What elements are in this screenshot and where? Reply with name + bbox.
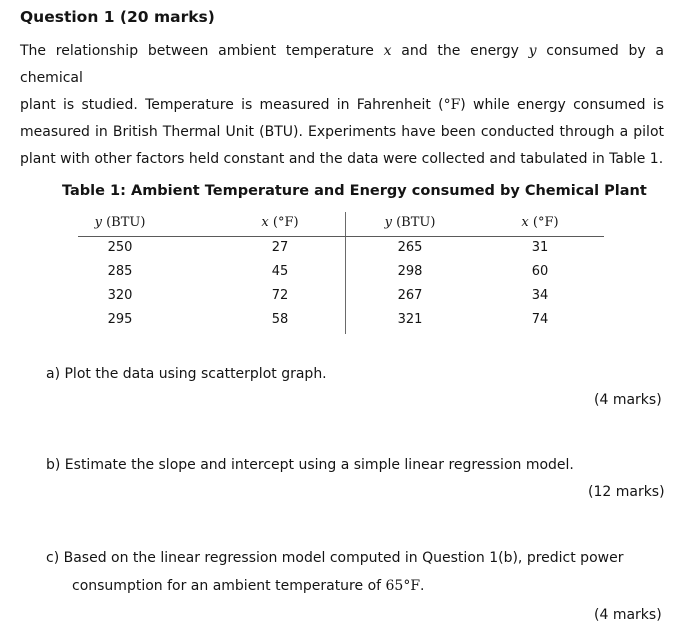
- data-table: [78, 212, 604, 333]
- part-c-text: .: [420, 578, 425, 594]
- table-cell: 250: [107, 240, 133, 255]
- table-cell: 45: [271, 264, 289, 279]
- table-cell: 72: [271, 288, 289, 303]
- table-cell: 60: [531, 264, 549, 279]
- intro-text: and the energy: [391, 43, 529, 59]
- intro-line-3: measured in British Thermal Unit (BTU). Experiments have been conducted through a pilot: [20, 124, 664, 140]
- table-header-row: [78, 212, 604, 237]
- table-cell: 27: [271, 240, 289, 255]
- unit-fahrenheit: °F: [443, 97, 461, 113]
- table-cell: 295: [107, 312, 133, 327]
- question-title: Question 1 (20 marks): [20, 8, 215, 26]
- table-row: [78, 309, 604, 333]
- part-a-marks: (4 marks): [594, 392, 662, 408]
- table-cell: 298: [397, 264, 423, 279]
- variable-y: y: [528, 43, 537, 59]
- part-c-marks: (4 marks): [594, 607, 662, 623]
- intro-text: plant is studied. Temperature is measured in Fahrenheit (: [20, 97, 444, 113]
- part-c-line-1: c) Based on the linear regression model computed in Question 1(b), predict power: [46, 550, 624, 566]
- table-cell: 321: [397, 312, 423, 327]
- table-cell: 31: [531, 240, 549, 255]
- table-header-cell: y (BTU): [94, 215, 146, 230]
- part-b-text: b) Estimate the slope and intercept using a simple linear regression model.: [46, 457, 574, 473]
- part-c-text: consumption for an ambient temperature of: [72, 578, 386, 594]
- table-header-cell: y (BTU): [384, 215, 436, 230]
- variable-x: x: [383, 43, 392, 59]
- table-cell: 74: [531, 312, 549, 327]
- part-c-line-2: [72, 578, 425, 594]
- table-cell: 34: [531, 288, 549, 303]
- table-cell: 267: [397, 288, 423, 303]
- table-row: [78, 285, 604, 309]
- intro-line-4: plant with other factors held constant and the data were collected and tabulated in Table 1.: [20, 151, 664, 167]
- part-c-temperature: 65°F: [385, 578, 421, 594]
- table-row: [78, 261, 604, 285]
- table-cell: 320: [107, 288, 133, 303]
- intro-text: consumed by a chemical: [20, 43, 664, 86]
- intro-line-1: [20, 38, 664, 92]
- part-a-text: a) Plot the data using scatterplot graph.: [46, 366, 327, 382]
- intro-line-2: [20, 92, 664, 119]
- intro-text: ) while energy consumed is: [460, 97, 664, 113]
- table-cell: 265: [397, 240, 423, 255]
- table-header-cell: x (°F): [261, 215, 299, 230]
- table-caption: Table 1: Ambient Temperature and Energy consumed by Chemical Plant: [62, 183, 647, 199]
- table-row: [78, 237, 604, 261]
- table-cell: 58: [271, 312, 289, 327]
- question-intro: [20, 38, 664, 173]
- part-b-marks: (12 marks): [588, 484, 665, 500]
- table-cell: 285: [107, 264, 133, 279]
- table-header-cell: x (°F): [521, 215, 559, 230]
- intro-text: The relationship between ambient temperature: [20, 43, 384, 59]
